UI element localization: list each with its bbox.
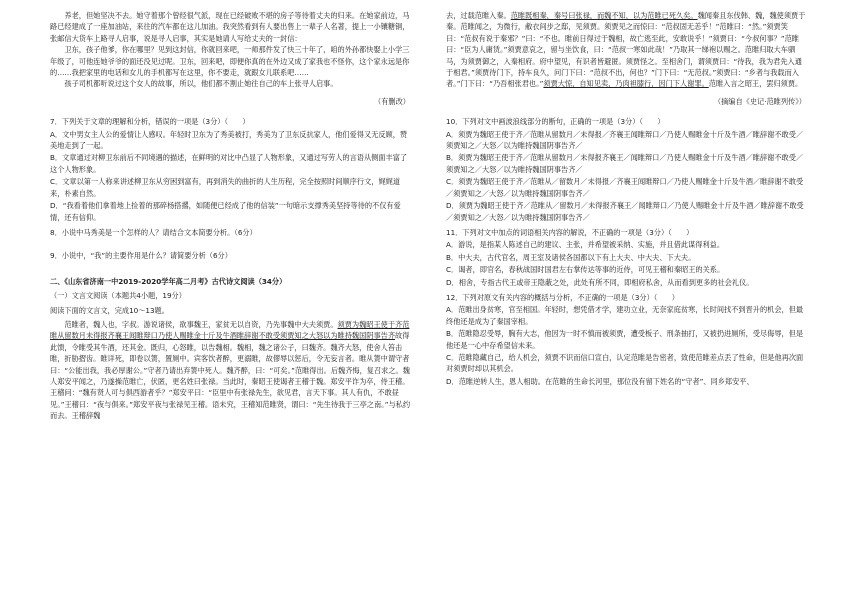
passage-wavy-underlined: 须贾为魏昭王使于齐范睢从留数月未得报齐襄王闻睢辩口乃使人赐睢金十斤及牛酒睢辞谢不敢受须贾知之大怒以为睢持魏国阴事告齐 <box>50 319 410 341</box>
question-10: 10．下列对文中画波浪线部分的断句，正确的一项是（3分）（ ） <box>446 117 665 127</box>
question-12-option-d: D．范睢逆转人生，恩人相助。在范睢的生命长河里，那位没有留下姓名的“守者”、同乡郑安平、 <box>446 376 754 386</box>
passage-continuation <box>446 10 806 90</box>
story-paragraph-3: 孩子司机都听说过这个女人的故事，所以，他们都不割止她往自己的车上张寻人启事。 <box>64 79 338 89</box>
question-10-option-a: A．须贾为魏昭王使于齐／范睢从留数月／未得报／齐襄王闻睢辩口／乃使人赐睢金十斤及牛酒／睢辞谢不敢受／须贾知之／大怒／以为睢持魏国阴事告齐／ <box>446 129 804 151</box>
question-8: 8．小说中马秀美是一个怎样的人？请结合文本简要分析。（6分） <box>50 227 257 237</box>
section-title: 二、《山东省济南一中2019-2020学年高二月考》古代诗文阅读（34分） <box>50 276 287 286</box>
classical-passage <box>50 319 410 422</box>
question-12-option-a: A．范睢出身贫寒，官至相国。年轻时，想凭借才学，建功立业，无奈家庭贫寒，长时间找不到晋升的机会，但最终他还是成为了秦国宰相。 <box>446 305 804 326</box>
right-column <box>446 10 806 387</box>
question-12-option-c: C．范睢隐藏自己，给人机会，须贾不识而信口宣白，认定范睢是告密者，致使范睢差点丢了性命，但是他再次面对须贾时却以其机会。 <box>446 352 804 374</box>
question-10-option-c: C．须贾为魏昭王使于齐／范睢从／留数月／未得报／齐襄王闻睢辩口／乃使人赐睢金十斤及牛酒／睢辞谢不敢受／须贾知之／大怒／以为睢持魏国阴事告齐／ <box>446 177 804 198</box>
question-7-option-c: C．文章以第一人称来讲述柳卫东从穷困到富有，再到消失的曲折的人生历程，完全按照时间顺序行文，娓娓道来，朴素自然。 <box>50 177 401 198</box>
question-10-option-b: B．须贾为魏昭王使于齐／范睢从留数月／未得报齐襄王／闻睢辩口／乃使人赐睢金十斤及牛酒／睢辞谢不敢受／须贾知之／大怒／以为睢持魏国阴事告齐／ <box>446 153 804 174</box>
passage-source: （摘编自《史记·范睢列传》） <box>713 96 806 106</box>
passage-rest: 故得此馈，令睢受其牛酒，还其金。既归，心怒睢，以告魏相。魏相，魏之诸公子，曰魏齐。魏齐大怒，使舍人笞击睢，折胁摺齿。睢详死，即卷以箦，置厕中。宾客饮者醉，更溺睢，故僇辱以惩后，令无妄言者。睢从箦中谓守者曰：“公能出我，我必厚谢公。”守者乃请出弃箦中死人。魏齐醉，曰：“可矣。”范睢得出。后魏齐悔，复召求之。魏人郑安平闻之，乃遂操范睢亡，伏匿，更名姓曰张禄。当此时，秦昭王使谒者王稽于魏。郑安平诈为卒，侍王稽。王稽问：“魏有贤人可与俱西游者乎？”郑安平曰：“臣里中有张禄先生，欲见君，言天下事。其人有仇，不敢昼见。”王稽曰：“夜与俱来。”郑安平夜与张禄见王稽。语未究，王稽知范睢贤，谓曰：“先生待我于三亭之南。”与私约而去。王稽辞魏 <box>50 331 411 421</box>
story-paragraph-2: 卫东，孩子他爹，你在哪里？见到这封信，你就回来吧，一师那件发了快三十年了，咱的外孙都快娶上小学三年级了，可他连她爷爷的面还没见过呢。卫东，回来吧，即便你真的在外边又成了家我也不怪你，这个家永远是你的……我把家里的电话和女儿的手机都写在这里，你不要走，就跟女儿联系吧…… <box>50 45 410 78</box>
story-paragraph-1: 养老，但她坚决不去。她守着那个曾经很气派，现在已经破败不堪的房子等待着丈夫的归来。在她家前边，马路已经建成了一座加油站，来往的汽车都在这儿加油。我突然看到有人要出售上一辈子人名著，提上一小镶糖铜，张邮信大货车上路寻人启事，说是寻人启事，其实是她请人写给丈夫的一封信： <box>50 11 410 43</box>
source-note: （有删改） <box>374 96 410 106</box>
question-7-option-a: A．文中男女主人公的爱情让人感叹。年轻时卫东为了秀美被打，秀美为了卫东反抗家人，他们爱得又无反顾，赞美地走到了一起。 <box>50 129 408 151</box>
question-11-option-a: A．游说，是指某人陈述自己的建议、主张，并希望被采纳、实施，并且借此谋得利益。 <box>446 240 725 250</box>
question-11-option-c: C．谒者，即官名，春秋战国时国君左右掌传达等事的近侍，可见王稽和秦昭王的关系。 <box>446 265 725 275</box>
question-7-option-d: D．“我看着他们拿着地上捡着的那碎杨搭撂，如随便已经成了他的信装”一句暗示支撑秀美坚持等待的不仅有爱情，还有信仰。 <box>50 201 401 222</box>
question-10-option-d: D．须贾为魏昭王使于齐／范睢从／留数月／未得报齐襄王／闻睢辩口／乃使人赐睢金十斤及牛酒／睢辞谢不敢受／须贾知之／大怒／以为睢持魏国阴事告齐／ <box>446 201 804 222</box>
question-12: 12．下列对原文有关内容的概括与分析，不正确的一项是（3分）（ ） <box>446 292 679 302</box>
subsection-title: （一）文言文阅读（本题共4小题，19分） <box>50 291 186 301</box>
passage-underlined-sentence: 范睢既相秦，秦号曰张禄，而魏不知，以为范睢已死久矣。 <box>510 11 698 20</box>
passage-underlined-sentence-2: 须贾大惊，自知见卖，乃肉袒膝行，因门下人谢罪。 <box>543 79 709 89</box>
question-9: 9．小说中，“我”的主要作用是什么？请简要分析（6分） <box>50 251 232 261</box>
passage-start: 范睢者，魏人也，字叔。游说诸侯，欲事魏王，家贫无以自资，乃先事魏中大夫须贾。 <box>64 319 338 329</box>
question-11-option-d: D．相舍，专指古代王或帝王隐蔽之处，此处有所不同，即相府私舍，从而看到更多的社会礼仪。 <box>446 277 754 287</box>
passage-cont-b: 魏闻秦且东伐韩、魏，魏使须贾于秦。范睢闻之，为微行，敝衣间步之邸，见须贾。须贾见之而惊曰：“范叔固无恙乎！”范睢曰：“然。”须贾笑曰：“范叔有说于秦邪？”曰：“不也。睢前日得过于魏相，故亡逃至此，安敢说乎！”须贾曰：“今叔何事？”范睢曰：“臣为人庸赁。”须贾意哀之，留与坐饮食，曰：“范叔一寒如此哉！”乃取其一绨袍以赐之。范睢归取大车驷马，为须贾御之，入秦相府。府中望见，有识者皆避匿。须贾怪之。至相舍门，谓须贾曰：“待我，我为君先入通于相君。”须贾待门下，持车良久，问门下曰：“范叔不出，何也？”门下曰：“无范叔。”须贾曰：“乡者与我载而入者。”门下曰：“乃吾相张君也。” <box>446 11 806 89</box>
question-7-option-b: B．文章通过对柳卫东前后不同境遇的描述，在鲜明的对比中凸显了人物形象，又通过写劳人的言语从侧面丰富了这个人物形象。 <box>50 153 408 174</box>
question-7: 7．下列关于文章的理解和分析，错误的一项是（3分）（ ） <box>50 117 250 127</box>
passage-cont-a: 去，过载范睢入秦。 <box>446 11 511 20</box>
question-11: 11．下列对文中加点的词语相关内容的解说，不正确的一项是（3分）（ ） <box>446 227 694 237</box>
question-11-option-b: B．中大夫，古代官名，周王室及诸侯各国都以下有上大夫、中大夫、下大夫。 <box>446 252 696 262</box>
left-column <box>50 10 410 422</box>
question-12-option-b: B．范睢隐忍受辱，胸有大志，他因为一时不慎而被须贾，遭受板子、刑条抽打，又被扔进厕所，受尽侮辱，但是他还是一心中存希望信未来。 <box>446 329 804 350</box>
passage-cont-c: 范睢入言之昭王，罢归须贾。 <box>708 79 803 89</box>
reading-instruction: 阅读下面的文言文，完成10～13题。 <box>50 305 169 315</box>
